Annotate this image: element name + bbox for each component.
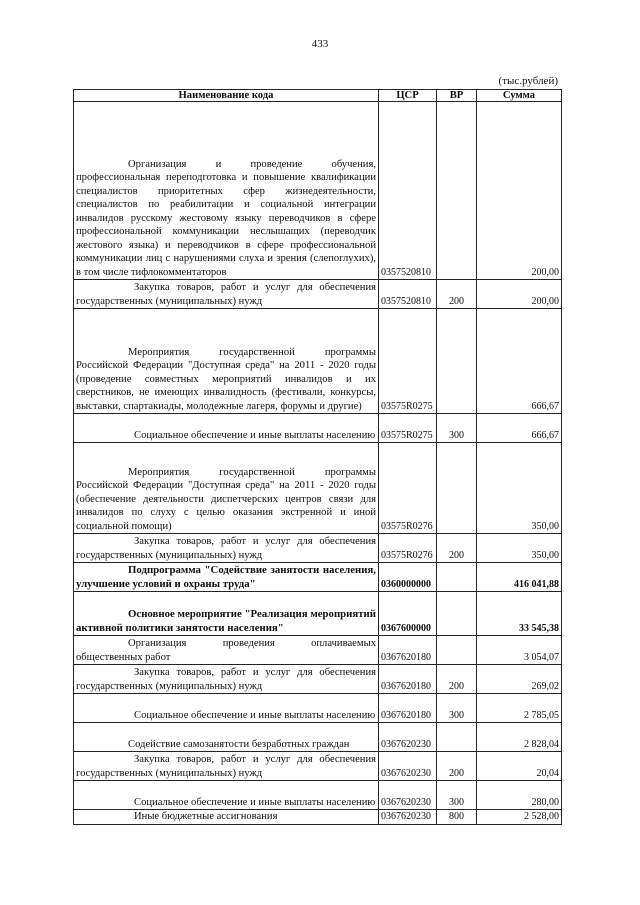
row-sum: 280,00 <box>477 781 562 810</box>
budget-table <box>73 89 562 825</box>
row-name <box>74 102 379 280</box>
row-csr: 03575R0275 <box>379 309 437 414</box>
row-sum: 33 545,38 <box>477 592 562 636</box>
row-name-text: Социальное обеспечение и иные выплаты населению <box>134 429 376 441</box>
row-vr <box>437 723 477 752</box>
row-csr: 03575R0275 <box>379 414 437 443</box>
header-vr: ВР <box>437 90 477 102</box>
row-csr: 0360000000 <box>379 563 437 592</box>
table-body <box>74 102 562 825</box>
header-csr: ЦСР <box>379 90 437 102</box>
table-row <box>74 534 562 563</box>
page-number: 433 <box>311 38 329 50</box>
units-label: (тыс.рублей) <box>498 75 558 87</box>
table-row <box>74 723 562 752</box>
row-name-text: Закупка товаров, работ и услуг для обеспечения государственных (муниципальных) нужд <box>76 536 376 561</box>
table-row <box>74 414 562 443</box>
row-csr: 0367600000 <box>379 592 437 636</box>
row-vr: 200 <box>437 534 477 563</box>
table-row <box>74 592 562 636</box>
header-sum: Сумма <box>477 90 562 102</box>
row-vr <box>437 592 477 636</box>
row-name <box>74 694 379 723</box>
row-vr <box>437 636 477 665</box>
row-sum: 416 041,88 <box>477 563 562 592</box>
table-row <box>74 443 562 534</box>
row-sum: 20,04 <box>477 752 562 781</box>
table-header-row <box>74 90 562 102</box>
row-name <box>74 414 379 443</box>
row-csr: 0367620180 <box>379 665 437 694</box>
row-name <box>74 752 379 781</box>
table-row <box>74 563 562 592</box>
row-name <box>74 636 379 665</box>
row-csr: 03575R0276 <box>379 534 437 563</box>
row-csr: 0357520810 <box>379 280 437 309</box>
row-name-text: Основное мероприятие "Реализация мероприятий активной политики занятости населения" <box>76 608 376 634</box>
row-name-text: Содействие самозанятости безработных граждан <box>128 738 350 750</box>
row-name-text: Закупка товаров, работ и услуг для обеспечения государственных (муниципальных) нужд <box>76 754 376 779</box>
row-vr <box>437 309 477 414</box>
row-name-text: Подпрограмма "Содействие занятости населения, улучшение условий и охраны труда" <box>76 564 376 590</box>
row-vr: 200 <box>437 665 477 694</box>
row-vr: 300 <box>437 414 477 443</box>
row-sum: 2 828,04 <box>477 723 562 752</box>
row-name <box>74 592 379 636</box>
row-name-text: Закупка товаров, работ и услуг для обеспечения государственных (муниципальных) нужд <box>76 282 376 307</box>
table-row <box>74 309 562 414</box>
row-sum: 2 528,00 <box>477 810 562 825</box>
table-row <box>74 280 562 309</box>
table-row <box>74 636 562 665</box>
row-sum: 350,00 <box>477 443 562 534</box>
row-name-text: Социальное обеспечение и иные выплаты населению <box>134 709 376 721</box>
table-row <box>74 752 562 781</box>
row-vr: 200 <box>437 752 477 781</box>
row-csr: 0367620230 <box>379 781 437 810</box>
row-name-text: Мероприятия государственной программы Российской Федерации "Доступная среда" на 2011 - 2020 годы (обеспечение деятельности диспетчерских центров связи для инвалидов по слуху с целью оказания экстренной и иной социальной помощи) <box>76 466 376 532</box>
row-name <box>74 563 379 592</box>
row-sum: 666,67 <box>477 309 562 414</box>
header-name: Наименование кода <box>74 90 379 102</box>
row-csr: 0367620180 <box>379 636 437 665</box>
row-name <box>74 443 379 534</box>
table-row <box>74 102 562 280</box>
row-sum: 3 054,07 <box>477 636 562 665</box>
row-vr: 800 <box>437 810 477 825</box>
row-csr: 0357520810 <box>379 102 437 280</box>
row-sum: 269,02 <box>477 665 562 694</box>
row-vr <box>437 102 477 280</box>
row-name-text: Иные бюджетные ассигнования <box>134 811 278 822</box>
row-name <box>74 665 379 694</box>
row-csr: 0367620230 <box>379 810 437 825</box>
row-name-text: Организация и проведение обучения, профессиональная переподготовка и повышение квалификации специалистов приоритетных сфер жизнедеятельности, специалистов по реабилитации и социальной интеграции инвалидов русскому жестовому языку переводчиков в сфере профессиональной коммуникации неслышащих (переводчик жестового языка) и переводчиков в сфере профессиональной коммуникации лиц с нарушениями слуха и зрения (слепоглухих), в том числе тифлокомментаторов <box>76 158 376 278</box>
row-name <box>74 309 379 414</box>
row-sum: 200,00 <box>477 280 562 309</box>
row-name-text: Закупка товаров, работ и услуг для обеспечения государственных (муниципальных) нужд <box>76 667 376 692</box>
row-csr: 03575R0276 <box>379 443 437 534</box>
row-sum: 2 785,05 <box>477 694 562 723</box>
row-name <box>74 723 379 752</box>
row-name-text: Мероприятия государственной программы Российской Федерации "Доступная среда" на 2011 - 2020 годы (проведение совместных мероприятий инвалидов и их сверстников, не имеющих инвалидность (фестивали, конкурсы, выставки, спартакиады, молодежные лагеря, форумы и другие) <box>76 346 376 412</box>
row-sum: 350,00 <box>477 534 562 563</box>
row-name <box>74 781 379 810</box>
row-csr: 0367620180 <box>379 694 437 723</box>
row-name-text: Социальное обеспечение и иные выплаты населению <box>134 796 376 808</box>
table-row <box>74 810 562 825</box>
row-sum: 200,00 <box>477 102 562 280</box>
row-sum: 666,67 <box>477 414 562 443</box>
row-vr: 300 <box>437 694 477 723</box>
row-vr: 300 <box>437 781 477 810</box>
table-row <box>74 665 562 694</box>
row-csr: 0367620230 <box>379 752 437 781</box>
row-name <box>74 810 379 825</box>
row-name <box>74 280 379 309</box>
table-row <box>74 781 562 810</box>
table-row <box>74 694 562 723</box>
row-name <box>74 534 379 563</box>
row-csr: 0367620230 <box>379 723 437 752</box>
row-name-text: Организация проведения оплачиваемых общественных работ <box>76 638 376 663</box>
row-vr <box>437 443 477 534</box>
row-vr: 200 <box>437 280 477 309</box>
row-vr <box>437 563 477 592</box>
